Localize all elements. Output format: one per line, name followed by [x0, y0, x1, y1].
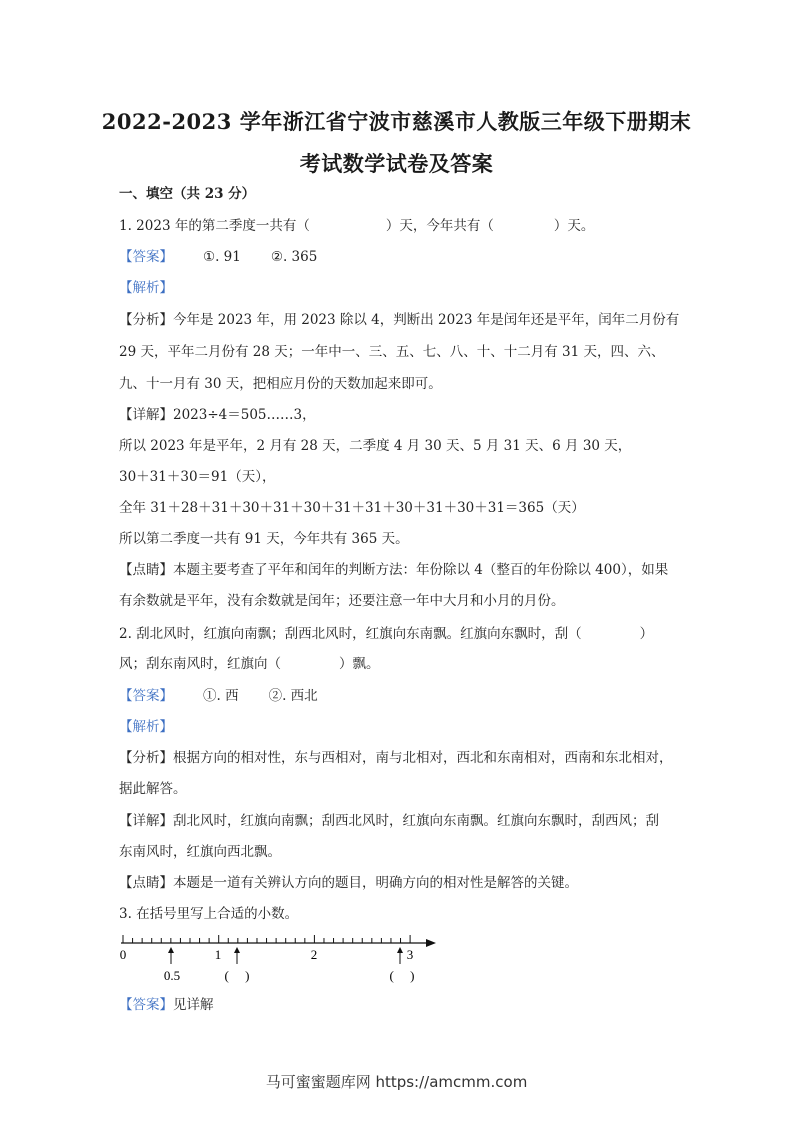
solution-line [119, 409, 316, 423]
comment-tag: 【点睛】 [119, 562, 173, 578]
comment-tag: 【点睛】 [119, 875, 173, 891]
analysis-line: 29 天，平年二月份有 28 天；一年中一、三、五、七、八、十、十二月有 31 天，四、六、 [119, 344, 665, 360]
solution-line: 30＋31＋30＝91（天）， [119, 469, 276, 485]
analysis-tag: 【分析】 [119, 750, 173, 766]
number-line-label: 1 [214, 947, 222, 962]
footer-watermark: 马可蜜蜜题库网 https://amcmm.com [265, 1073, 528, 1091]
question-2-line2 [119, 658, 380, 672]
number-line-figure [0, 932, 793, 992]
document-title-line1: 2022-2023 学年浙江省宁波市慈溪市人教版三年级下册期末 [101, 109, 692, 134]
question-1-part-a: 1. 2023 年的第二季度一共有（ [119, 218, 310, 234]
up-arrow-head [397, 947, 403, 953]
comment-line: 有余数就是平年，没有余数就是闰年；还要注意一年中大月和小月的月份。 [119, 593, 565, 609]
number-line-label: 3 [406, 947, 414, 962]
analysis-tag: 【解析】 [119, 280, 173, 296]
analysis-tag: 【解析】 [119, 719, 173, 735]
value-label: 0.5 [163, 968, 181, 983]
answer-tag: 【答案】 [119, 997, 173, 1013]
analysis-line: 九、十一月有 30 天，把相应月份的天数加起来即可。 [119, 376, 442, 392]
solution-line: 所以 2023 年是平年，2 月有 28 天，二季度 4 月 30 天、5 月 31 天、6 月 30 天， [119, 438, 632, 454]
analysis-line [119, 752, 673, 766]
question-2-text: ） [639, 626, 654, 642]
section-heading: 一、填空（共 23 分） [119, 186, 256, 202]
answer-tag: 【答案】 [119, 688, 173, 704]
question-1 [119, 220, 594, 234]
answer-value: ①. 91 [203, 249, 241, 265]
q3-answer [119, 999, 214, 1013]
question-2-text: 2. 刮北风时，红旗向南飘；刮西北风时，红旗向东南飘。红旗向东飘时，刮（ [119, 626, 582, 642]
analysis-text: 根据方向的相对性，东与西相对，南与北相对，西北和东南相对，西南和东北相对， [173, 750, 673, 766]
question-1-part-b: ）天，今年共有（ [385, 218, 494, 234]
comment-line [119, 564, 668, 578]
analysis-text: 今年是 2023 年，用 2023 除以 4，判断出 2023 年是闰年还是平年，闰年二月份有 [173, 312, 680, 328]
solution-line: 东南风时，红旗向西北飘。 [119, 844, 281, 860]
up-arrow-head [168, 947, 174, 953]
document-title-line2: 考试数学试卷及答案 [299, 151, 494, 176]
answer-value: ①. 西 [203, 688, 239, 704]
question-3: 3. 在括号里写上合适的小数。 [119, 906, 299, 922]
solution-tag: 【详解】 [119, 407, 173, 423]
q2-answer [119, 690, 318, 704]
blank-parentheses: ( ) [224, 968, 250, 983]
blank-parentheses: ( ) [389, 968, 415, 983]
comment-line [119, 877, 578, 891]
analysis-line: 据此解答。 [119, 781, 187, 797]
number-line-label: 2 [310, 947, 318, 962]
comment-text: 本题是一道有关辨认方向的题目，明确方向的相对性是解答的关键。 [173, 875, 578, 891]
q1-answer [119, 251, 317, 265]
number-line-label: 0 [119, 947, 127, 962]
question-2-line1 [119, 628, 653, 642]
answer-value: ②. 西北 [268, 688, 318, 704]
answer-tag: 【答案】 [119, 249, 173, 265]
question-2-text: ）飘。 [339, 656, 380, 672]
comment-text: 本题主要考查了平年和闰年的判断方法：年份除以 4（整百的年份除以 400），如果 [173, 562, 669, 578]
answer-value: ②. 365 [270, 249, 318, 265]
solution-line: 所以第二季度一共有 91 天，今年共有 365 天。 [119, 531, 409, 547]
solution-text: 刮北风时，红旗向南飘；刮西北风时，红旗向东南飘。红旗向东飘时，刮西风；刮 [173, 813, 659, 829]
up-arrow-head [234, 947, 240, 953]
number-line-arrowhead [426, 939, 436, 947]
answer-value: 见详解 [173, 997, 214, 1013]
solution-text: 2023÷4＝505……3， [173, 407, 316, 423]
question-1-part-c: ）天。 [553, 218, 595, 234]
solution-line: 全年 31＋28＋31＋30＋31＋30＋31＋31＋30＋31＋30＋31＝365（天） [119, 500, 585, 516]
solution-tag: 【详解】 [119, 813, 173, 829]
analysis-line [119, 314, 679, 328]
solution-line [119, 815, 659, 829]
question-2-text: 风；刮东南风时，红旗向（ [119, 656, 281, 672]
analysis-tag: 【分析】 [119, 312, 173, 328]
